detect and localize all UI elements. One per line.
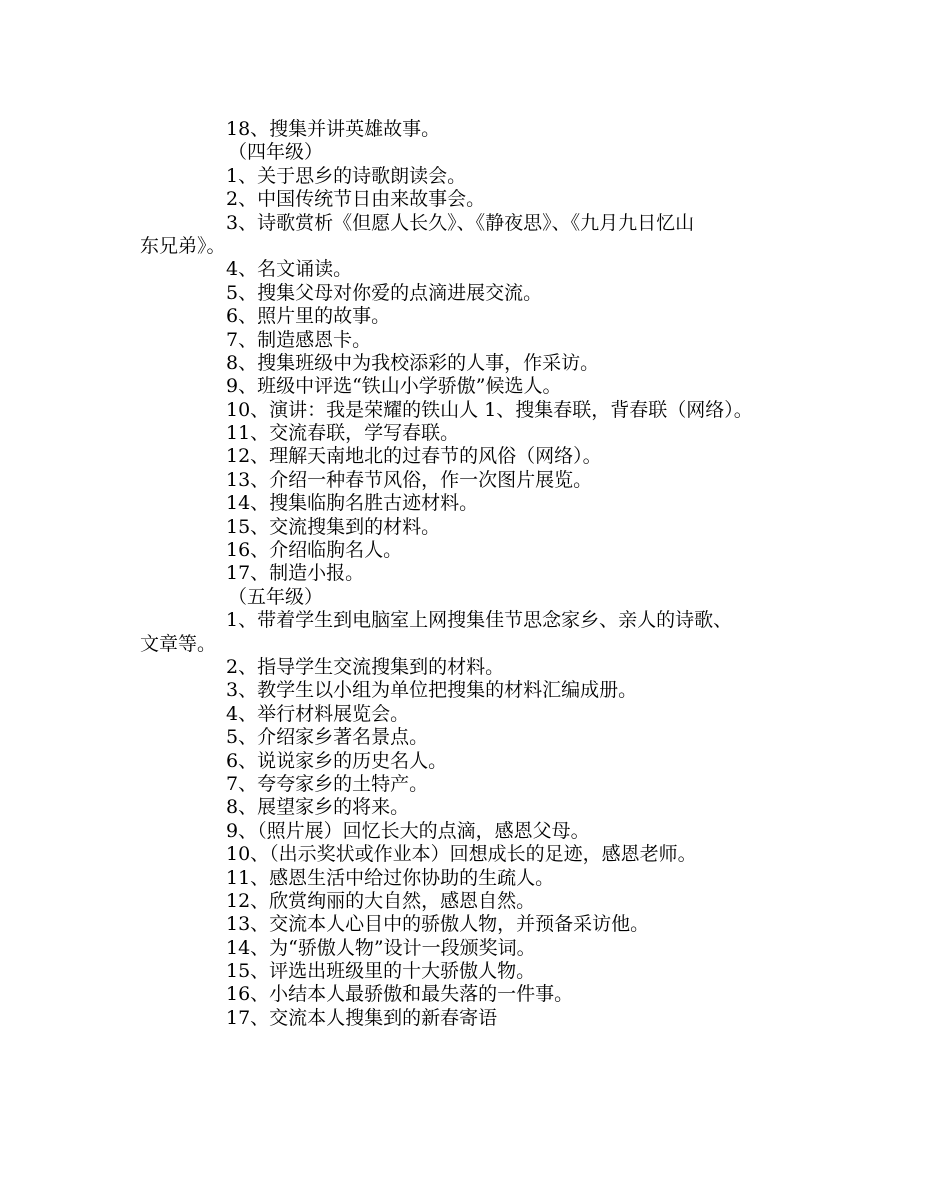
list-item: 15、评选出班级里的十大骄傲人物。 <box>226 960 536 983</box>
list-item: 6、照片里的故事。 <box>226 305 391 328</box>
list-item: 2、指导学生交流搜集到的材料。 <box>226 655 505 678</box>
list-item: 11、感恩生活中给过你协助的生疏人。 <box>226 866 555 889</box>
list-item: 2、中国传统节日由来故事会。 <box>226 188 486 211</box>
list-item: 17、交流本人搜集到的新春寄语 <box>226 1006 498 1029</box>
list-item: 1、带着学生到电脑室上网搜集佳节思念家乡、亲人的诗歌、 <box>226 609 733 632</box>
list-item: 5、搜集父母对你爱的点滴进展交流。 <box>226 281 543 304</box>
list-item: 12、欣赏绚丽的大自然，感恩自然。 <box>226 889 536 912</box>
list-item: 5、介绍家乡著名景点。 <box>226 726 429 749</box>
document-body <box>140 118 830 1030</box>
list-item: 12、理解天南地北的过春节的风俗（网络）。 <box>226 445 602 468</box>
list-item: 8、展望家乡的将来。 <box>226 796 410 819</box>
list-item: 15、交流搜集到的材料。 <box>226 515 441 538</box>
list-item: 11、交流春联，学写春联。 <box>226 422 460 445</box>
list-item: 7、夸夸家乡的土特产。 <box>226 772 429 795</box>
list-item: 13、交流本人心目中的骄傲人物，并预备采访他。 <box>226 913 650 936</box>
list-item: 14、搜集临朐名胜古迹材料。 <box>226 492 479 515</box>
grade-heading: （四年级） <box>228 141 324 164</box>
list-item: 3、诗歌赏析《但愿人长久》、《静夜思》、《九月九日忆山 <box>226 211 695 234</box>
list-item: 18、搜集并讲英雄故事。 <box>226 118 441 140</box>
list-item: 16、介绍临朐名人。 <box>226 539 403 562</box>
list-item: 13、介绍一种春节风俗，作一次图片展览。 <box>226 468 593 491</box>
list-item: 14、为“骄傲人物”设计一段颁奖词。 <box>226 936 536 959</box>
list-item-continuation: 文章等。 <box>140 632 217 655</box>
list-item-continuation: 东兄弟》。 <box>140 234 226 257</box>
list-item: 17、制造小报。 <box>226 562 365 585</box>
list-item: 8、搜集班级中为我校添彩的人事，作采访。 <box>226 351 600 374</box>
list-item: 16、小结本人最骄傲和最失落的一件事。 <box>226 983 574 1006</box>
list-item: 3、教学生以小组为单位把搜集的材料汇编成册。 <box>226 679 638 702</box>
list-item: 4、举行材料展览会。 <box>226 702 410 725</box>
list-item: 9、（照片展）回忆长大的点滴，感恩父母。 <box>226 819 590 842</box>
list-item: 10、演讲：我是荣耀的铁山人 1、搜集春联，背春联（网络）。 <box>226 398 753 421</box>
list-item: 10、（出示奖状或作业本）回想成长的足迹，感恩老师。 <box>226 843 697 866</box>
list-item: 1、关于思乡的诗歌朗读会。 <box>226 164 467 187</box>
grade-heading: （五年级） <box>228 585 324 608</box>
list-item: 6、说说家乡的历史名人。 <box>226 749 448 772</box>
list-item: 4、名文诵读。 <box>226 258 353 281</box>
list-item: 7、制造感恩卡。 <box>226 328 372 351</box>
list-item: 9、班级中评选“铁山小学骄傲”候选人。 <box>226 375 562 398</box>
